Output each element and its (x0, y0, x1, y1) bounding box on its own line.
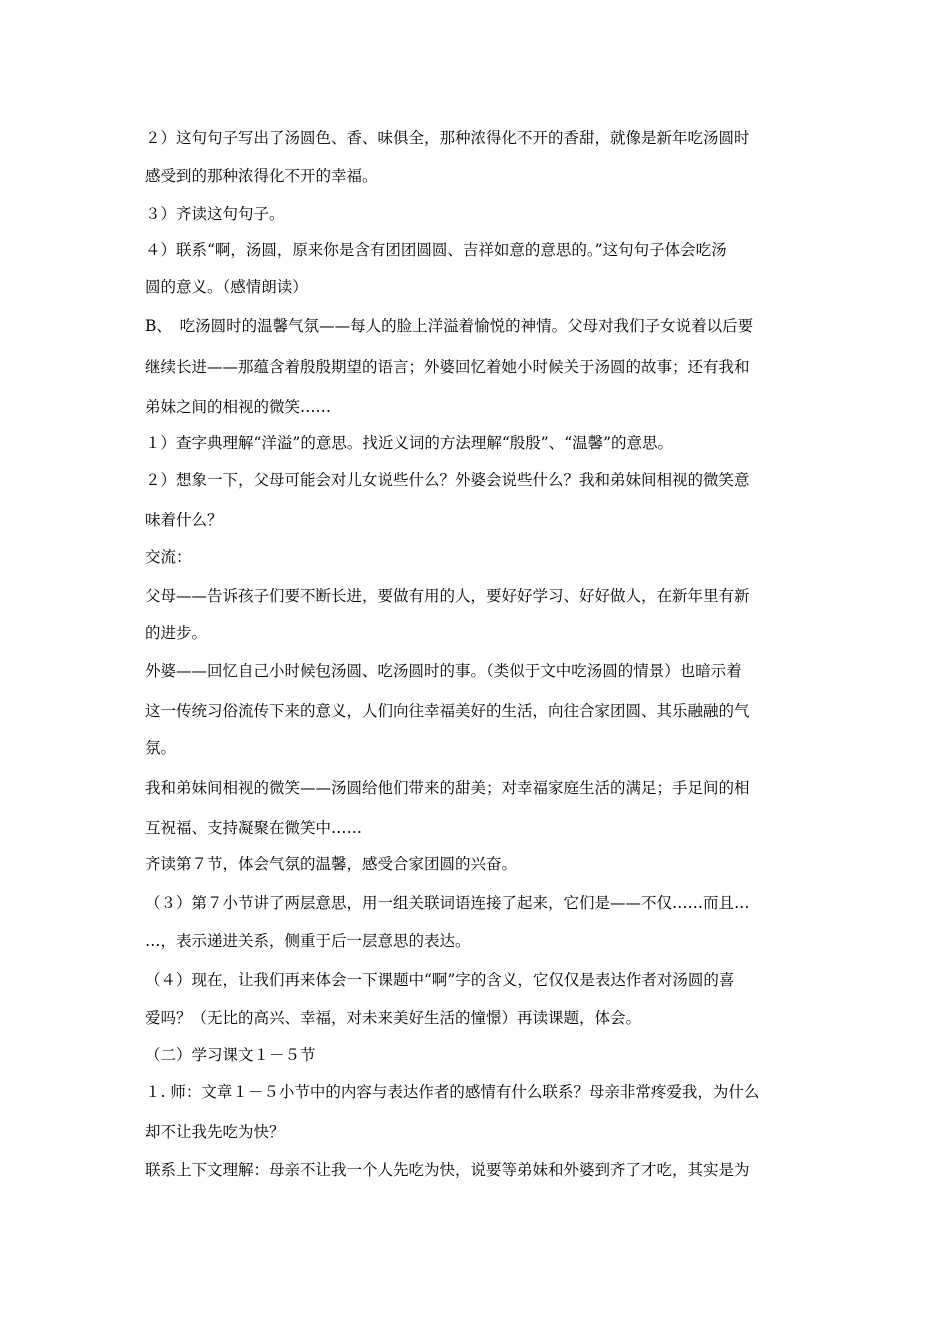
text-line: ２）想象一下，父母可能会对儿女说些什么？外婆会说些什么？我和弟妹间相视的微笑意 (145, 471, 750, 489)
text-line: 我和弟妹间相视的微笑——汤圆给他们带来的甜美；对幸福家庭生活的满足；手足间的相 (145, 779, 750, 797)
text-line: 齐读第７节，体会气氛的温馨，感受合家团圆的兴奋。 (145, 855, 518, 873)
text-line: ４）联系“啊，汤圆，原来你是含有团团圆圆、吉祥如意的意思的。”这句句子体会吃汤 (145, 241, 727, 259)
text-line: 外婆——回忆自己小时候包汤圆、吃汤圆时的事。（类似于文中吃汤圆的情景）也暗示着 (145, 662, 742, 680)
text-line: 的进步。 (145, 624, 208, 642)
text-line: 这一传统习俗流传下来的意义，人们向往幸福美好的生活，向往合家团圆、其乐融融的气 (145, 702, 750, 720)
text-line: ３）齐读这句句子。 (145, 205, 285, 223)
text-line: １）查字典理解“洋溢”的意思。找近义词的方法理解“殷殷”、“温馨”的意思。 (145, 434, 674, 452)
text-line: 爱吗？（无比的高兴、幸福，对未来美好生活的憧憬）再读课题，体会。 (145, 1009, 642, 1027)
text-line: B、 吃汤圆时的温馨气氛——每人的脸上洋溢着愉悦的神情。父母对我们子女说着以后要 (145, 317, 754, 335)
text-line: 联系上下文理解：母亲不让我一个人先吃为快，说要等弟妹和外婆到齐了才吃，其实是为 (145, 1161, 750, 1179)
text-line: 圆的意义。（感情朗读） (145, 278, 308, 296)
text-line: 弟妹之间的相视的微笑…… (145, 398, 332, 416)
text-line: １. 师：文章１－５小节中的内容与表达作者的感情有什么联系？母亲非常疼爱我，为什么 (145, 1083, 760, 1101)
text-line: 却不让我先吃为快？ (145, 1123, 285, 1141)
text-line: 互祝福、支持凝聚在微笑中…… (145, 819, 363, 837)
text-line: …，表示递进关系，侧重于后一层意思的表达。 (145, 932, 471, 950)
text-line: 感受到的那种浓得化不开的幸福。 (145, 167, 378, 185)
text-line: （４）现在，让我们再来体会一下课题中“啊”字的含义，它仅仅是表达作者对汤圆的喜 (145, 971, 735, 989)
text-line: 氛。 (145, 739, 177, 757)
text-line: ２）这句句子写出了汤圆色、香、味俱全，那种浓得化不开的香甜，就像是新年吃汤圆时 (145, 129, 750, 147)
text-line: 继续长进——那蕴含着殷殷期望的语言；外婆回忆着她小时候关于汤圆的故事；还有我和 (145, 358, 750, 376)
text-line: （３）第７小节讲了两层意思，用一组关联词语连接了起来，它们是——不仅……而且… (145, 894, 750, 912)
text-line: 父母——告诉孩子们要不断长进，要做有用的人，要好好学习、好好做人，在新年里有新 (145, 587, 750, 605)
text-line: 味着什么？ (145, 511, 223, 529)
text-line: 交流： (145, 548, 192, 566)
text-line: （二）学习课文１－５节 (145, 1046, 316, 1064)
